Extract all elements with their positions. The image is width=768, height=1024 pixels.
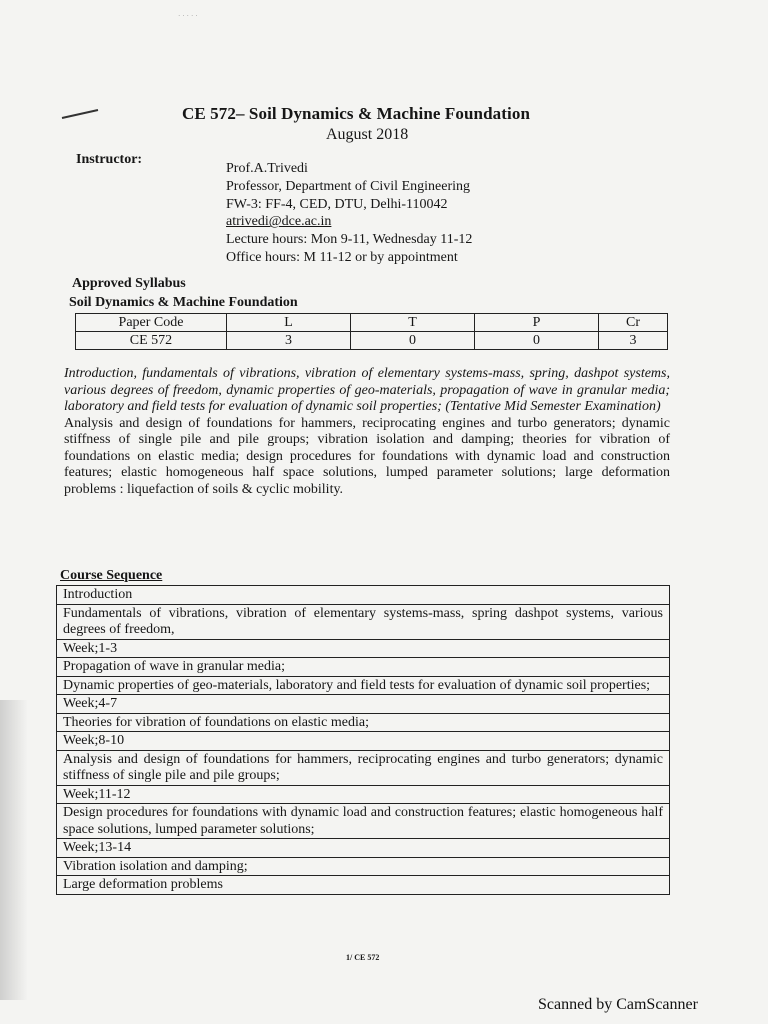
lecture-hours: Lecture hours: Mon 9-11, Wednesday 11-12 (226, 232, 473, 248)
table-header-cell: L (227, 314, 351, 332)
table-row (76, 332, 668, 350)
page-subtitle: August 2018 (326, 126, 409, 143)
table-row: Analysis and design of foundations for hammers, reciprocating engines and turbo generators; dynamic stiffness of single pile and pile groups; (57, 751, 669, 786)
paper-code-table (75, 313, 668, 350)
page-footer: 1/ CE 572 (346, 953, 380, 962)
table-header-cell: Paper Code (76, 314, 227, 332)
table-row: Fundamentals of vibrations, vibration of elementary systems-mass, spring dashpot systems, various degrees of freedom, (57, 605, 669, 640)
table-row: Theories for vibration of foundations on elastic media; (57, 714, 669, 733)
table-cell: CE 572 (76, 332, 227, 350)
scan-speck: ····· (178, 12, 200, 20)
table-header-cell: T (351, 314, 475, 332)
table-row: Week;11-12 (57, 786, 669, 805)
instructor-office: FW-3: FF-4, CED, DTU, Delhi-110042 (226, 196, 448, 212)
table-header-cell: P (475, 314, 599, 332)
table-cell: 3 (599, 332, 668, 350)
approved-syllabus-heading: Approved Syllabus (72, 276, 186, 291)
table-row: Dynamic properties of geo-materials, laboratory and field tests for evaluation of dynamic soil properties; (57, 677, 669, 696)
office-hours: Office hours: M 11-12 or by appointment (226, 249, 458, 265)
instructor-email-link[interactable]: atrivedi@dce.ac.in (226, 214, 332, 230)
table-row: Week;8-10 (57, 732, 669, 751)
table-row: Week;4-7 (57, 695, 669, 714)
instructor-label: Instructor: (76, 152, 143, 167)
course-sequence-table (56, 585, 670, 895)
syllabus-part-one: Introduction, fundamentals of vibrations, vibration of elementary systems-mass, spring, dashpot systems, various degrees of freedom, dynamic properties of geo-materials, propagation of wave in granular media; laboratory and field tests for evaluation of dynamic soil properties; (Tentative Mid Semester Examination) (64, 366, 670, 414)
instructor-title: Professor, Department of Civil Engineering (226, 178, 470, 194)
table-header-row (76, 314, 668, 332)
table-row: Introduction (57, 586, 669, 605)
table-cell: 0 (475, 332, 599, 350)
table-row: Week;13-14 (57, 839, 669, 858)
page-title: CE 572– Soil Dynamics & Machine Foundation (182, 104, 531, 123)
table-cell: 3 (227, 332, 351, 350)
instructor-name: Prof.A.Trivedi (226, 161, 308, 176)
table-header-cell: Cr (599, 314, 668, 332)
table-row: Design procedures for foundations with dynamic load and construction features; elastic homogeneous half space solutions, lumped parameter solutions; (57, 804, 669, 839)
syllabus-part-two: Analysis and design of foundations for hammers, reciprocating engines and turbo generators; dynamic stiffness of single pile and pile groups; vibration isolation and damping; theories for vibration of foundations on elastic media; design procedures for foundations with dynamic load and construction features; elastic homogeneous half space solutions, lumped parameter solutions; large deformation problems : liquefaction of soils & cyclic mobility. (64, 415, 670, 497)
instructor-details (226, 160, 472, 267)
table-row: Week;1-3 (57, 640, 669, 659)
table-row: Large deformation problems (63, 877, 223, 892)
course-sequence-heading: Course Sequence (60, 568, 163, 583)
scan-shadow (0, 700, 28, 1000)
subject-heading: Soil Dynamics & Machine Foundation (69, 295, 298, 310)
table-row: Propagation of wave in granular media; (57, 658, 669, 677)
pen-mark-icon (60, 108, 102, 120)
scanner-watermark: Scanned by CamScanner (538, 996, 698, 1013)
syllabus-paragraph (64, 366, 670, 498)
table-cell: 0 (351, 332, 475, 350)
table-row: Vibration isolation and damping; (57, 858, 669, 877)
